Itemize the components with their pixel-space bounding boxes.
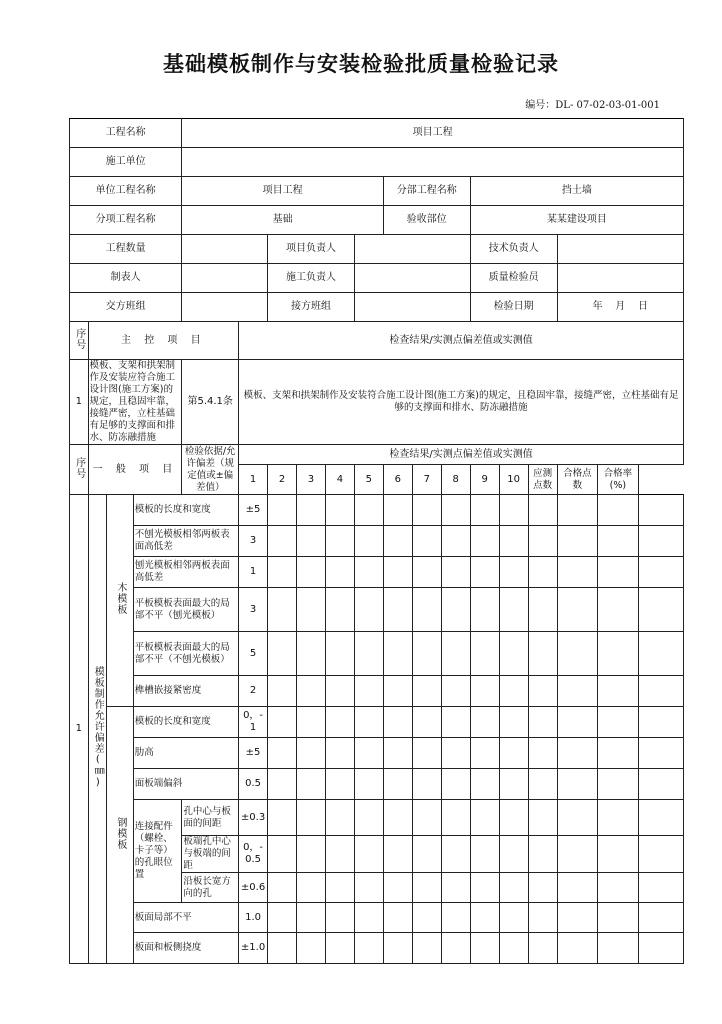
general-row [70, 588, 684, 632]
general-item: 板面和板侧挠度 [133, 933, 238, 964]
result-cell[interactable] [638, 873, 683, 903]
general-value: 1.0 [239, 903, 268, 933]
result-cell[interactable] [383, 738, 412, 769]
result-cell[interactable] [412, 632, 441, 676]
result-cell[interactable] [268, 836, 297, 873]
result-cell[interactable] [412, 526, 441, 557]
main-item-header: 主 控 项 目 [88, 322, 239, 360]
unit-project-label: 单位工程名称 [70, 177, 182, 206]
general-item: 模板的长度和宽度 [133, 707, 238, 738]
steel-group-label: 钢模板 [107, 707, 134, 964]
result-cell[interactable] [598, 632, 639, 676]
result-cell[interactable] [354, 873, 383, 903]
result-cell[interactable] [528, 526, 557, 557]
result-cell[interactable] [383, 769, 412, 800]
result-cell[interactable] [325, 632, 354, 676]
result-cell[interactable] [354, 495, 383, 526]
result-cell[interactable] [528, 588, 557, 632]
general-item-header: 一 般 项 目 [88, 445, 182, 495]
result-cell[interactable] [528, 903, 557, 933]
result-cell[interactable] [296, 836, 325, 873]
result-cell[interactable] [383, 676, 412, 707]
result-cell[interactable] [412, 836, 441, 873]
result-cell[interactable] [598, 495, 639, 526]
general-group-label: 模板制作允许偏差(㎜) [88, 495, 107, 964]
result-col-header: 4 [325, 465, 354, 495]
result-cell[interactable] [557, 836, 598, 873]
result-col-header: 8 [441, 465, 470, 495]
document-code: 编号：DL- 07-02-03-01-001 [525, 100, 660, 111]
result-cell[interactable] [528, 800, 557, 836]
result-cell[interactable] [268, 495, 297, 526]
result-cell[interactable] [470, 800, 499, 836]
result-cell[interactable] [268, 707, 297, 738]
general-item: 平板模板表面最大的局部不平（不刨光模板） [133, 632, 238, 676]
result-cell[interactable] [441, 769, 470, 800]
result-cell[interactable] [354, 933, 383, 964]
result-cell[interactable] [499, 800, 528, 836]
quantity-value[interactable] [182, 235, 268, 264]
result-cell[interactable] [499, 903, 528, 933]
general-value: 3 [239, 526, 268, 557]
result-cell[interactable] [354, 588, 383, 632]
result-cell[interactable] [598, 676, 639, 707]
result-cell[interactable] [441, 903, 470, 933]
result-cell[interactable] [268, 769, 297, 800]
general-value: 0，-0.5 [239, 836, 268, 873]
handover-team-value[interactable] [182, 293, 268, 322]
inspection-date-label: 检验日期 [470, 293, 557, 322]
general-value: ±5 [239, 738, 268, 769]
should-test-header: 应测点数 [528, 465, 557, 495]
result-cell[interactable] [383, 903, 412, 933]
takeover-team-value[interactable] [354, 293, 470, 322]
subitem-label: 分项工程名称 [70, 206, 182, 235]
inspection-record-table [69, 118, 684, 964]
result-cell[interactable] [354, 769, 383, 800]
result-col-header: 9 [470, 465, 499, 495]
result-cell[interactable] [598, 800, 639, 836]
result-cell[interactable] [441, 707, 470, 738]
general-value: 0，-1 [239, 707, 268, 738]
result-cell[interactable] [296, 903, 325, 933]
result-cell[interactable] [325, 526, 354, 557]
general-row [70, 738, 684, 769]
subitem-value[interactable]: 基础 [182, 206, 384, 235]
result-cell[interactable] [296, 557, 325, 588]
result-cell[interactable] [638, 769, 683, 800]
general-value: 1 [239, 557, 268, 588]
result-cell[interactable] [296, 769, 325, 800]
result-cell[interactable] [470, 526, 499, 557]
result-cell[interactable] [441, 495, 470, 526]
result-cell[interactable] [268, 800, 297, 836]
construction-unit-value[interactable] [182, 148, 684, 177]
result-cell[interactable] [557, 738, 598, 769]
tabulator-value[interactable] [182, 264, 268, 293]
result-cell[interactable] [354, 836, 383, 873]
result-cell[interactable] [557, 495, 598, 526]
result-cell[interactable] [598, 557, 639, 588]
general-item: 面板端偏斜 [133, 769, 238, 800]
result-cell[interactable] [557, 707, 598, 738]
result-cell[interactable] [499, 632, 528, 676]
result-cell[interactable] [268, 632, 297, 676]
result-cell[interactable] [470, 557, 499, 588]
result-cell[interactable] [638, 676, 683, 707]
project-leader-label: 项目负责人 [268, 235, 355, 264]
result-cell[interactable] [268, 588, 297, 632]
result-cell[interactable] [470, 676, 499, 707]
result-cell[interactable] [528, 707, 557, 738]
result-cell[interactable] [557, 800, 598, 836]
result-col-header: 6 [383, 465, 412, 495]
main-seq-header: 序号 [70, 322, 89, 360]
main-row-seq: 1 [70, 360, 89, 445]
result-cell[interactable] [528, 873, 557, 903]
result-cell[interactable] [325, 707, 354, 738]
result-cell[interactable] [325, 676, 354, 707]
connector-group-label: 连接配件（螺栓、卡子等）的孔眼位置 [133, 800, 182, 903]
result-cell[interactable] [598, 933, 639, 964]
general-item: 榫槽嵌接紧密度 [133, 676, 238, 707]
result-cell[interactable] [268, 903, 297, 933]
result-cell[interactable] [441, 557, 470, 588]
result-cell[interactable] [354, 903, 383, 933]
acceptance-part-label: 验收部位 [383, 206, 470, 235]
result-cell[interactable] [354, 738, 383, 769]
result-cell[interactable] [598, 769, 639, 800]
result-cell[interactable] [470, 738, 499, 769]
result-cell[interactable] [470, 836, 499, 873]
wood-group-label: 木模板 [107, 495, 134, 707]
result-cell[interactable] [412, 707, 441, 738]
result-cell[interactable] [325, 738, 354, 769]
result-cell[interactable] [528, 495, 557, 526]
result-cell[interactable] [638, 903, 683, 933]
result-cell[interactable] [296, 800, 325, 836]
result-cell[interactable] [557, 769, 598, 800]
result-cell[interactable] [528, 769, 557, 800]
result-cell[interactable] [638, 836, 683, 873]
result-cell[interactable] [638, 707, 683, 738]
result-cell[interactable] [598, 526, 639, 557]
general-item: 刨光模板相邻两板表面高低差 [133, 557, 238, 588]
result-cell[interactable] [470, 632, 499, 676]
result-cell[interactable] [499, 873, 528, 903]
general-item: 模板的长度和宽度 [133, 495, 238, 526]
result-cell[interactable] [383, 526, 412, 557]
result-cell[interactable] [412, 903, 441, 933]
general-value: ±1.0 [239, 933, 268, 964]
result-cell[interactable] [296, 738, 325, 769]
result-cell[interactable] [470, 873, 499, 903]
result-cell[interactable] [638, 588, 683, 632]
result-cell[interactable] [296, 588, 325, 632]
result-cell[interactable] [528, 836, 557, 873]
result-cell[interactable] [499, 588, 528, 632]
result-cell[interactable] [354, 632, 383, 676]
general-seq-header: 序号 [70, 445, 89, 495]
project-leader-value[interactable] [354, 235, 470, 264]
result-cell[interactable] [325, 873, 354, 903]
result-cell[interactable] [499, 738, 528, 769]
result-cell[interactable] [383, 873, 412, 903]
result-cell[interactable] [598, 707, 639, 738]
result-cell[interactable] [325, 933, 354, 964]
construction-leader-value[interactable] [354, 264, 470, 293]
general-item: 板面局部不平 [133, 903, 238, 933]
result-cell[interactable] [412, 557, 441, 588]
inspection-date-value[interactable]: 年 月 日 [557, 293, 683, 322]
result-cell[interactable] [354, 557, 383, 588]
result-cell[interactable] [499, 707, 528, 738]
result-cell[interactable] [598, 738, 639, 769]
result-cell[interactable] [354, 800, 383, 836]
general-item: 孔中心与板面的间距 [182, 800, 239, 836]
result-cell[interactable] [638, 800, 683, 836]
result-cell[interactable] [441, 676, 470, 707]
result-cell[interactable] [528, 933, 557, 964]
general-row [70, 526, 684, 557]
main-row-item: 模板、支架和拱架制作及安装应符合施工设计图(施工方案)的规定，且稳固牢靠，接缝严密，立柱基础有足够的支撑面和排水、防冻融措施 [88, 360, 182, 445]
general-value: 0.5 [239, 769, 268, 800]
result-cell[interactable] [441, 588, 470, 632]
general-value: ±0.3 [239, 800, 268, 836]
general-value: 5 [239, 632, 268, 676]
general-row [70, 676, 684, 707]
result-cell[interactable] [528, 632, 557, 676]
general-row [70, 495, 684, 526]
result-cell[interactable] [638, 526, 683, 557]
result-cell[interactable] [441, 873, 470, 903]
result-cell[interactable] [383, 707, 412, 738]
result-cell[interactable] [441, 836, 470, 873]
general-group-seq: 1 [70, 495, 89, 964]
result-cell[interactable] [598, 903, 639, 933]
result-cell[interactable] [383, 557, 412, 588]
result-cell[interactable] [383, 632, 412, 676]
result-cell[interactable] [557, 676, 598, 707]
result-cell[interactable] [325, 903, 354, 933]
result-cell[interactable] [296, 526, 325, 557]
general-item: 沿板长宽方向的孔 [182, 873, 239, 903]
result-cell[interactable] [268, 873, 297, 903]
project-name-value[interactable]: 项目工程 [182, 119, 684, 148]
result-col-header: 10 [499, 465, 528, 495]
result-cell[interactable] [598, 588, 639, 632]
result-cell[interactable] [557, 588, 598, 632]
acceptance-part-value[interactable]: 某某建设项目 [470, 206, 683, 235]
result-cell[interactable] [268, 738, 297, 769]
result-cell[interactable] [557, 526, 598, 557]
result-cell[interactable] [557, 557, 598, 588]
general-row [70, 632, 684, 676]
result-col-header: 3 [296, 465, 325, 495]
result-cell[interactable] [296, 933, 325, 964]
result-cell[interactable] [354, 526, 383, 557]
result-cell[interactable] [325, 836, 354, 873]
general-row [70, 800, 684, 836]
result-cell[interactable] [470, 903, 499, 933]
result-cell[interactable] [470, 707, 499, 738]
result-cell[interactable] [325, 557, 354, 588]
unit-project-value[interactable]: 项目工程 [182, 177, 384, 206]
result-cell[interactable] [354, 707, 383, 738]
result-cell[interactable] [470, 933, 499, 964]
result-cell[interactable] [499, 526, 528, 557]
construction-leader-label: 施工负责人 [268, 264, 355, 293]
result-cell[interactable] [383, 495, 412, 526]
general-value: ±5 [239, 495, 268, 526]
result-cell[interactable] [325, 769, 354, 800]
result-cell[interactable] [598, 836, 639, 873]
result-col-header: 7 [412, 465, 441, 495]
result-cell[interactable] [412, 495, 441, 526]
result-cell[interactable] [557, 933, 598, 964]
result-cell[interactable] [528, 738, 557, 769]
main-result-header: 检查结果/实测点偏差值或实测值 [239, 322, 684, 360]
takeover-team-label: 接方班组 [268, 293, 355, 322]
general-row [70, 769, 684, 800]
tech-leader-label: 技术负责人 [470, 235, 557, 264]
main-row-basis: 第5.4.1条 [182, 360, 239, 445]
result-cell[interactable] [325, 588, 354, 632]
result-cell[interactable] [499, 676, 528, 707]
general-item: 平板模板表面最大的局部不平（刨光模板） [133, 588, 238, 632]
division-label: 分部工程名称 [383, 177, 470, 206]
result-cell[interactable] [383, 588, 412, 632]
result-cell[interactable] [383, 800, 412, 836]
result-cell[interactable] [268, 933, 297, 964]
quantity-label: 工程数量 [70, 235, 182, 264]
result-cell[interactable] [638, 495, 683, 526]
quality-inspector-label: 质量检验员 [470, 264, 557, 293]
general-row [70, 707, 684, 738]
result-cell[interactable] [268, 557, 297, 588]
tabulator-label: 制表人 [70, 264, 182, 293]
result-cell[interactable] [268, 526, 297, 557]
general-result-header: 检查结果/实测点偏差值或实测值 [239, 445, 684, 465]
result-cell[interactable] [470, 769, 499, 800]
result-cell[interactable] [412, 769, 441, 800]
result-col-header: 2 [268, 465, 297, 495]
result-cell[interactable] [354, 676, 383, 707]
construction-unit-label: 施工单位 [70, 148, 182, 177]
general-value: 2 [239, 676, 268, 707]
result-cell[interactable] [528, 676, 557, 707]
result-cell[interactable] [638, 933, 683, 964]
result-cell[interactable] [296, 873, 325, 903]
general-item: 板端孔中心与板端的间距 [182, 836, 239, 873]
general-row [70, 903, 684, 933]
handover-team-label: 交方班组 [70, 293, 182, 322]
general-row [70, 557, 684, 588]
result-cell[interactable] [268, 676, 297, 707]
result-col-header: 5 [354, 465, 383, 495]
pass-count-header: 合格点数 [557, 465, 598, 495]
result-cell[interactable] [557, 632, 598, 676]
result-col-header: 1 [239, 465, 268, 495]
result-cell[interactable] [528, 557, 557, 588]
result-cell[interactable] [441, 632, 470, 676]
result-cell[interactable] [499, 495, 528, 526]
pass-rate-header: 合格率(%) [598, 465, 639, 495]
result-cell[interactable] [325, 800, 354, 836]
result-cell[interactable] [383, 836, 412, 873]
result-cell[interactable] [638, 632, 683, 676]
result-cell[interactable] [441, 800, 470, 836]
general-basis-header: 检验依据/允许偏差（规定值或±偏差值） [182, 445, 239, 495]
result-cell[interactable] [598, 873, 639, 903]
result-cell[interactable] [557, 903, 598, 933]
result-cell[interactable] [412, 873, 441, 903]
result-cell[interactable] [296, 707, 325, 738]
general-item: 肋高 [133, 738, 238, 769]
result-cell[interactable] [470, 495, 499, 526]
result-cell[interactable] [412, 800, 441, 836]
result-cell[interactable] [557, 873, 598, 903]
result-cell[interactable] [296, 676, 325, 707]
general-value: ±0.6 [239, 873, 268, 903]
tech-leader-value[interactable] [557, 235, 683, 264]
result-cell[interactable] [499, 769, 528, 800]
result-cell[interactable] [638, 557, 683, 588]
result-cell[interactable] [499, 933, 528, 964]
result-cell[interactable] [412, 738, 441, 769]
result-cell[interactable] [325, 495, 354, 526]
result-cell[interactable] [441, 526, 470, 557]
result-cell[interactable] [441, 933, 470, 964]
result-cell[interactable] [412, 676, 441, 707]
main-row-result[interactable]: 模板、支架和拱架制作及安装符合施工设计图(施工方案)的规定，且稳固牢靠，接缝严密，立柱基础有足够的支撑面和排水、防冻融措施 [239, 360, 684, 445]
project-name-label: 工程名称 [70, 119, 182, 148]
general-value: 3 [239, 588, 268, 632]
result-cell[interactable] [441, 738, 470, 769]
result-cell[interactable] [296, 632, 325, 676]
result-cell[interactable] [296, 495, 325, 526]
result-cell[interactable] [638, 738, 683, 769]
result-cell[interactable] [383, 933, 412, 964]
result-cell[interactable] [470, 588, 499, 632]
general-row [70, 933, 684, 964]
result-cell[interactable] [499, 836, 528, 873]
result-cell[interactable] [412, 588, 441, 632]
general-item: 不刨光模板相邻两板表面高低差 [133, 526, 238, 557]
result-cell[interactable] [499, 557, 528, 588]
result-cell[interactable] [412, 933, 441, 964]
quality-inspector-value[interactable] [557, 264, 683, 293]
division-value[interactable]: 挡土墙 [470, 177, 683, 206]
document-title: 基础模板制作与安装检验批质量检验记录 [163, 52, 559, 76]
